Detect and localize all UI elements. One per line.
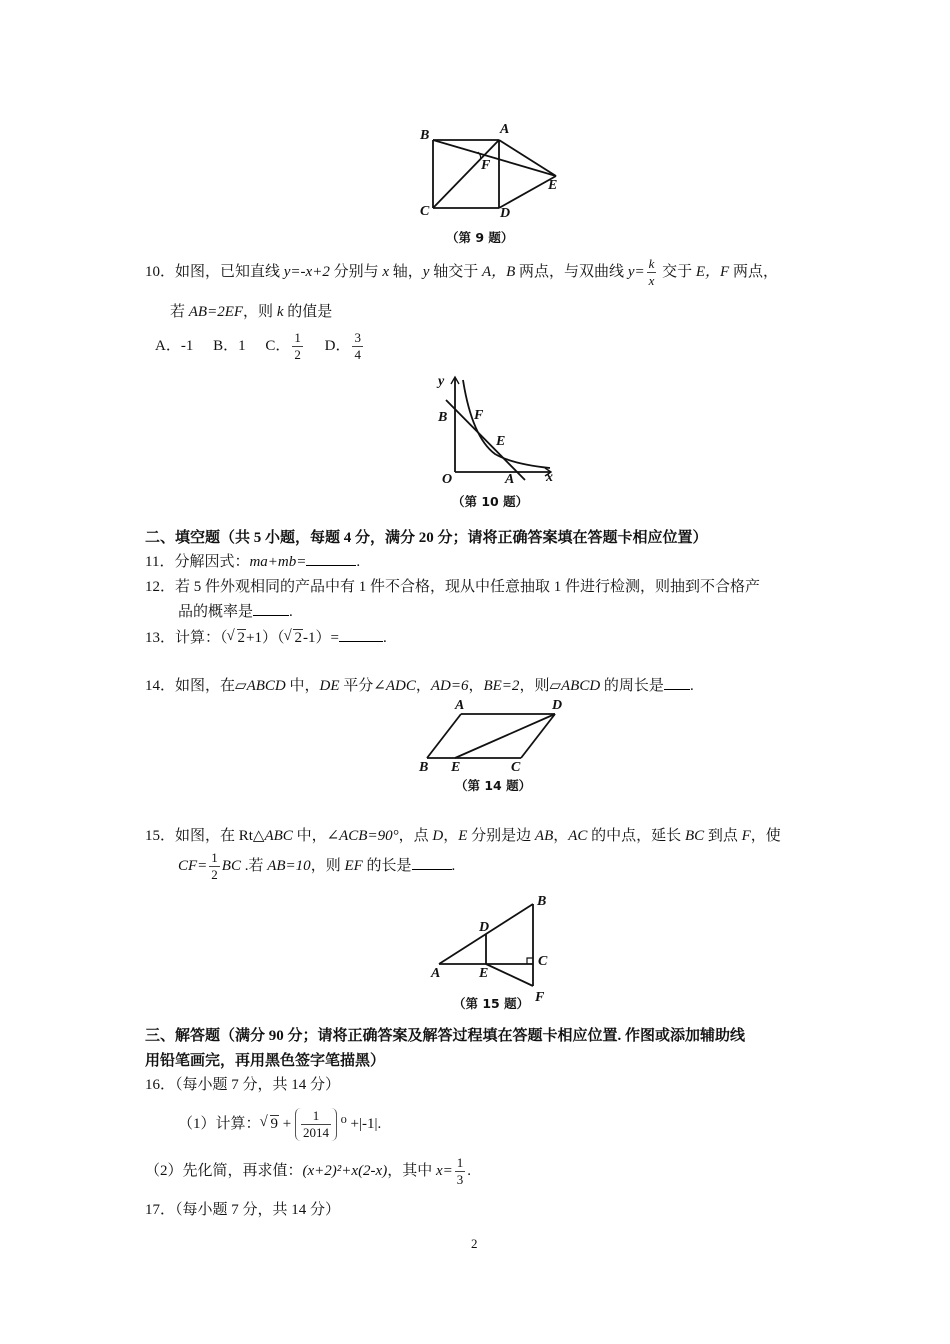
q10-var: A，B <box>481 263 516 280</box>
fig9-point-a: A <box>500 122 510 137</box>
q10-text: 轴， <box>389 263 423 280</box>
fig9-caption: （第 9 题） <box>446 230 514 245</box>
q12-line1: 12．若 5 件外观相同的产品中有 1 件不合格，现从中任意抽取 1 件进行检测，则抽到不合格产 <box>145 579 761 595</box>
q11: 11．分解因式：ma+mb= . <box>145 550 360 571</box>
q13-answer-blank[interactable] <box>339 627 383 642</box>
fig14-caption: （第 14 题） <box>455 778 532 793</box>
parallelogram-symbol: ▱ <box>235 678 247 694</box>
q10-var: y <box>422 263 430 280</box>
fig9-point-c: C <box>420 204 430 219</box>
q10-text: 轴交于 <box>429 263 482 280</box>
fig10-point-f: F <box>474 408 484 423</box>
fig9-point-e: E <box>548 178 558 193</box>
q14: 14．如图，在▱ABCD 中，DE 平分∠ADC，AD=6，BE=2，则▱ABCD 的周长是 . <box>145 674 694 695</box>
fig14-point-c: C <box>511 760 521 775</box>
fig14-point-e: E <box>451 760 461 775</box>
q10-var: k <box>276 304 284 320</box>
fig15-point-f: F <box>535 990 545 1005</box>
q15-answer-blank[interactable] <box>412 855 452 870</box>
fig10-point-a: A <box>505 472 515 487</box>
q15-fraction: $\frac{1}{2}$ <box>211 850 218 882</box>
q10-text: ，则 <box>243 304 277 320</box>
fig15-point-e: E <box>479 966 489 981</box>
q10-var: x <box>382 263 390 280</box>
figure-14-drawing <box>415 698 575 774</box>
q17-header: 17．（每小题 7 分，共 14 分） <box>145 1202 341 1218</box>
q10-text: 两点， <box>729 263 778 280</box>
q16-part1: （1）计算：√ 9 + $\frac{1}{2014}$ ⁰ +|-1|. <box>178 1108 381 1141</box>
q13: 13．计算：（√ 2+1）（√ 2-1）= . <box>145 626 387 647</box>
q10-option-c[interactable]: C． $\frac{1}{2}$ <box>265 330 301 362</box>
q10-var: E，F <box>695 263 730 280</box>
fig10-axis-y: y <box>438 374 445 389</box>
q16-sqrt: √ 9 <box>261 1116 280 1133</box>
section-3-heading-line2: 用铅笔画完，再用黑色签字笔描黑） <box>145 1053 386 1069</box>
q10-text: 两点，与双曲线 <box>515 263 628 280</box>
q10-text: 分别与 <box>329 263 383 280</box>
q10-options <box>155 330 365 363</box>
q10-var: AB=2EF <box>188 304 244 320</box>
fig15-point-b: B <box>537 894 547 909</box>
q16-fraction: $\frac{1}{3}$ <box>456 1155 464 1187</box>
fig14-point-a: A <box>455 698 465 713</box>
q10-line-eq: y=-x+2 <box>283 263 330 280</box>
q15-line1: 15．如图，在 Rt△ABC 中，∠ACB=90°，点 D，E 分别是边 AB，AC 的中点，延长 BC 到点 F，使 <box>145 828 781 844</box>
q15-line2: CF= $\frac{1}{2}$ BC .若 AB=10，则 EF 的长是 . <box>178 850 456 882</box>
q10-option-d[interactable]: D． $\frac{3}{4}$ <box>324 330 361 362</box>
page-number: 2 <box>471 1236 478 1251</box>
fig14-point-b: B <box>419 760 429 775</box>
fig10-point-e: E <box>496 434 506 449</box>
q13-sqrt-2: √ 2 <box>284 630 303 647</box>
fig9-point-f: F <box>481 158 491 173</box>
fig10-origin: O <box>442 472 453 487</box>
fig15-point-c: C <box>538 954 548 969</box>
q10-text: 交于 <box>658 263 696 280</box>
q16-header: 16．（每小题 7 分，共 14 分） <box>145 1077 341 1093</box>
fig9-point-d: D <box>500 206 511 221</box>
q16-part2: （2）先化简，再求值：(x+2)²+x(2-x)，其中 x= $\frac{1}{3}$ . <box>145 1155 472 1187</box>
q10-var: y= <box>627 263 645 280</box>
fig14-point-d: D <box>552 698 563 713</box>
parallelogram-symbol: ▱ <box>549 678 561 694</box>
fig15-point-d: D <box>479 920 490 935</box>
section-2-heading: 二、填空题（共 5 小题，每题 4 分，满分 20 分；请将正确答案填在答题卡相应位置） <box>145 530 708 546</box>
figure-15 <box>425 890 565 1010</box>
q12-answer-blank[interactable] <box>253 601 289 616</box>
q11-answer-blank[interactable] <box>306 551 356 566</box>
q10-line1 <box>145 256 778 289</box>
q16-paren-fraction: $\frac{1}{2014}$ <box>295 1108 337 1141</box>
q10-option-b[interactable]: B．1 <box>213 337 246 354</box>
q12-line2: 品的概率是 . <box>178 600 293 621</box>
fig15-caption: （第 15 题） <box>453 996 530 1011</box>
figure-9 <box>400 118 580 248</box>
fig10-point-b: B <box>438 410 448 425</box>
fig15-point-a: A <box>431 966 441 981</box>
figure-14 <box>415 698 575 798</box>
q10-line2 <box>170 300 332 321</box>
q10-option-a[interactable]: A．-1 <box>155 337 194 354</box>
section-3-heading-line1: 三、解答题（满分 90 分；请将正确答案及解答过程填在答题卡相应位置. 作图或添加辅助线 <box>145 1028 746 1044</box>
fig10-axis-x: x <box>546 470 553 485</box>
fig10-caption: （第 10 题） <box>452 494 529 509</box>
q10-text: 若 <box>170 304 189 320</box>
figure-10 <box>430 372 560 512</box>
q13-sqrt-1: √ 2 <box>228 630 247 647</box>
q10-text: 的值是 <box>283 304 333 320</box>
q14-answer-blank[interactable] <box>664 675 690 690</box>
q10-text: 10．如图，已知直线 <box>145 263 284 280</box>
q10-fraction: $\frac{k}{x}$ <box>648 256 655 288</box>
fig9-point-b: B <box>420 128 430 143</box>
